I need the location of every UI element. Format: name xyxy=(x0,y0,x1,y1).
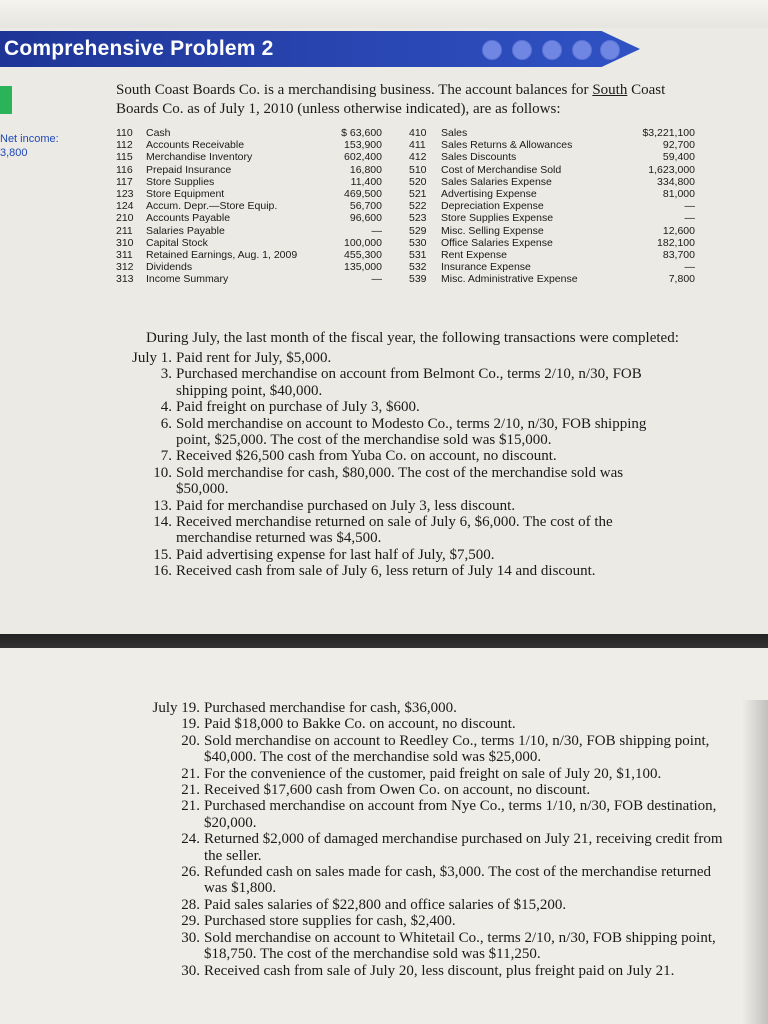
account-name: Prepaid Insurance xyxy=(146,163,232,176)
account-balance: 92,700 xyxy=(662,139,695,152)
account-number: 115 xyxy=(116,151,133,164)
transaction-date: 24. xyxy=(181,831,200,848)
accounts-table-left xyxy=(116,127,382,286)
transaction-date: 7. xyxy=(160,448,172,465)
account-number: 117 xyxy=(116,175,133,188)
margin-note-label: Net income: xyxy=(0,133,59,145)
account-name: Office Salaries Expense xyxy=(441,236,553,249)
account-balance: 334,800 xyxy=(657,175,695,188)
account-row xyxy=(116,212,382,224)
account-name: Dividends xyxy=(146,261,193,274)
transaction-text: Purchased merchandise on account from Nye Co., terms 1/10, n/30, FOB destination, $20,000. xyxy=(204,798,717,831)
account-row xyxy=(409,261,695,273)
transaction-date: 29. xyxy=(181,913,200,930)
account-row xyxy=(116,188,382,200)
account-row xyxy=(409,273,695,285)
transaction-date: 15. xyxy=(153,546,172,563)
transaction-item xyxy=(146,733,736,766)
transaction-text: Sold merchandise for cash, $80,000. The cost of the merchandise sold was $50,000. xyxy=(176,464,624,498)
account-number: 522 xyxy=(409,200,427,213)
account-number: 510 xyxy=(409,163,427,176)
transaction-text: For the convenience of the customer, paid freight on sale of July 20, $1,100. xyxy=(204,765,662,782)
account-balance: 100,000 xyxy=(344,236,382,249)
account-row xyxy=(116,127,382,139)
account-row xyxy=(116,237,382,249)
transaction-date: 28. xyxy=(181,896,200,913)
intro-text-b: Coast Boards Co. as of July 1, 2010 (unless otherwise indicated), are as follows: xyxy=(116,82,666,117)
account-balance: 153,900 xyxy=(344,139,382,152)
account-row xyxy=(409,127,695,139)
account-name: Merchandise Inventory xyxy=(146,151,253,164)
account-name: Misc. Administrative Expense xyxy=(441,273,578,286)
transaction-item xyxy=(118,498,678,514)
account-name: Retained Earnings, Aug. 1, 2009 xyxy=(146,249,298,262)
transaction-text: Refunded cash on sales made for cash, $3,000. The cost of the merchandise returned was $1,800. xyxy=(204,864,712,897)
transaction-item xyxy=(118,416,678,449)
banner-dot-icon xyxy=(512,40,532,60)
account-row xyxy=(409,200,695,212)
account-name: Depreciation Expense xyxy=(441,200,544,213)
account-name: Insurance Expense xyxy=(441,261,531,274)
transaction-date: 20. xyxy=(181,732,200,749)
banner-dot-icon xyxy=(542,40,562,60)
account-row xyxy=(116,200,382,212)
account-row xyxy=(116,225,382,237)
account-name: Cash xyxy=(146,127,171,139)
transaction-text: Received merchandise returned on sale of July 6, $6,000. The cost of the merchandise returned was $4,500. xyxy=(176,514,613,547)
account-balance: 1,623,000 xyxy=(648,163,695,176)
account-row xyxy=(116,164,382,176)
account-balance: 135,000 xyxy=(344,261,382,274)
account-row xyxy=(409,164,695,176)
account-row xyxy=(116,261,382,273)
transactions-list-bottom xyxy=(146,700,736,979)
transaction-text: Paid $18,000 to Bakke Co. on account, no discount. xyxy=(204,716,516,733)
account-number: 123 xyxy=(116,188,134,201)
account-balance: 16,800 xyxy=(349,163,382,176)
account-balance: $3,221,100 xyxy=(642,127,695,139)
account-name: Cost of Merchandise Sold xyxy=(441,163,562,176)
account-row xyxy=(409,151,695,163)
transaction-item xyxy=(146,897,736,913)
transaction-item xyxy=(146,930,736,963)
account-number: 521 xyxy=(409,188,427,201)
transaction-date: 14. xyxy=(153,514,172,531)
margin-tab xyxy=(0,86,12,114)
account-row xyxy=(116,151,382,163)
account-number: 124 xyxy=(116,200,134,213)
account-row xyxy=(116,139,382,151)
account-row xyxy=(409,225,695,237)
account-row xyxy=(409,176,695,188)
account-name: Accounts Receivable xyxy=(146,139,245,152)
banner-dot-icon xyxy=(572,40,592,60)
account-name: Store Supplies Expense xyxy=(441,212,554,225)
account-balance: 59,400 xyxy=(662,151,695,164)
account-balance: — xyxy=(684,200,695,213)
transaction-item xyxy=(146,963,736,979)
account-number: 529 xyxy=(409,224,427,237)
transaction-date: 21. xyxy=(181,765,200,782)
account-name: Income Summary xyxy=(146,273,229,286)
account-row xyxy=(409,139,695,151)
account-number: 523 xyxy=(409,212,427,225)
account-row xyxy=(409,249,695,261)
account-balance: — xyxy=(684,212,695,225)
account-balance: — xyxy=(371,224,382,237)
intro-text-a: South Coast Boards Co. is a merchandising business. The account balances for xyxy=(116,82,593,98)
transaction-item xyxy=(118,366,678,399)
transactions-lead: During July, the last month of the fiscal year, the following transactions were completed: xyxy=(146,330,679,346)
account-name: Sales xyxy=(441,127,468,139)
account-balance: 7,800 xyxy=(668,273,695,286)
transaction-item xyxy=(118,563,678,579)
account-row xyxy=(116,176,382,188)
margin-note-value: 3,800 xyxy=(0,147,28,159)
transaction-date: 30. xyxy=(181,962,200,979)
account-name: Rent Expense xyxy=(441,249,507,262)
transaction-text: Received $26,500 cash from Yuba Co. on account, no discount. xyxy=(176,448,557,465)
account-name: Sales Returns & Allowances xyxy=(441,139,573,152)
account-number: 116 xyxy=(116,163,133,176)
account-row xyxy=(116,249,382,261)
transaction-item xyxy=(146,782,736,798)
transaction-date: 21. xyxy=(181,782,200,799)
transaction-item xyxy=(146,716,736,732)
account-number: 110 xyxy=(116,127,133,139)
transaction-item xyxy=(118,465,678,498)
problem-intro xyxy=(116,81,686,119)
account-number: 310 xyxy=(116,236,134,249)
account-number: 211 xyxy=(116,224,133,237)
account-balance: 12,600 xyxy=(662,224,695,237)
transaction-text: Paid advertising expense for last half of July, $7,500. xyxy=(176,546,495,563)
transaction-date: 19. xyxy=(181,716,200,733)
account-name: Misc. Selling Expense xyxy=(441,224,544,237)
transaction-date: 16. xyxy=(153,563,172,580)
account-name: Sales Salaries Expense xyxy=(441,175,552,188)
transaction-text: Paid sales salaries of $22,800 and office salaries of $15,200. xyxy=(204,896,567,913)
account-name: Accum. Depr.—Store Equip. xyxy=(146,200,278,213)
transaction-item xyxy=(146,766,736,782)
transaction-item xyxy=(118,350,678,366)
transaction-text: Purchased merchandise on account from Belmont Co., terms 2/10, n/30, FOB shipping point, $40,000. xyxy=(176,366,642,399)
account-number: 112 xyxy=(116,139,133,152)
transaction-date: 3. xyxy=(160,366,172,383)
account-name: Capital Stock xyxy=(146,236,208,249)
account-number: 311 xyxy=(116,249,133,262)
account-balance: 182,100 xyxy=(657,236,695,249)
transaction-text: Sold merchandise on account to Modesto Co., terms 2/10, n/30, FOB shipping point, $25,000. The cost of the merchandise sold was $15,000. xyxy=(176,415,647,449)
transaction-date: 26. xyxy=(181,864,200,881)
account-balance: 96,600 xyxy=(349,212,382,225)
account-balance: $ 63,600 xyxy=(341,127,382,139)
transaction-text: Purchased merchandise for cash, $36,000. xyxy=(204,700,457,716)
transaction-date: 6. xyxy=(160,415,172,432)
transaction-item xyxy=(146,798,736,831)
previous-page-strip xyxy=(0,0,768,28)
account-number: 532 xyxy=(409,261,427,274)
transaction-text: Paid for merchandise purchased on July 3, less discount. xyxy=(176,497,516,514)
account-balance: 56,700 xyxy=(349,200,382,213)
transaction-date: July 1. xyxy=(131,350,172,366)
transaction-text: Purchased store supplies for cash, $2,400. xyxy=(204,913,456,930)
account-number: 531 xyxy=(409,249,427,262)
account-balance: 455,300 xyxy=(344,249,382,262)
account-name: Store Equipment xyxy=(146,188,225,201)
account-balance: 469,500 xyxy=(344,188,382,201)
account-number: 539 xyxy=(409,273,427,286)
account-number: 530 xyxy=(409,236,427,249)
transaction-text: Received cash from sale of July 20, less discount, plus freight paid on July 21. xyxy=(204,962,675,979)
transaction-item xyxy=(146,864,736,897)
account-balance: — xyxy=(371,273,382,286)
transaction-date: July 19. xyxy=(152,700,200,716)
transaction-item xyxy=(118,448,678,464)
account-number: 411 xyxy=(409,139,426,152)
account-number: 312 xyxy=(116,261,134,274)
transaction-item xyxy=(118,514,678,547)
page-edge-shadow xyxy=(742,700,768,1024)
transaction-date: 30. xyxy=(181,929,200,946)
page-gap xyxy=(0,634,768,648)
transaction-text: Returned $2,000 of damaged merchandise purchased on July 21, receiving credit from the seller. xyxy=(204,831,723,864)
transaction-date: 10. xyxy=(153,464,172,481)
transaction-text: Paid freight on purchase of July 3, $600. xyxy=(176,399,420,416)
banner-dot-icon xyxy=(482,40,502,60)
account-balance: 81,000 xyxy=(662,188,695,201)
transaction-text: Received cash from sale of July 6, less return of July 14 and discount. xyxy=(176,563,596,580)
account-name: Salaries Payable xyxy=(146,224,225,237)
transaction-date: 4. xyxy=(160,399,172,416)
transaction-text: Sold merchandise on account to Whitetail Co., terms 2/10, n/30, FOB shipping point, $18,750. The cost of the merchandise sold was $11,250. xyxy=(204,929,716,963)
transaction-text: Paid rent for July, $5,000. xyxy=(176,350,332,366)
transaction-text: Received $17,600 cash from Owen Co. on account, no discount. xyxy=(204,782,591,799)
account-name: Accounts Payable xyxy=(146,212,231,225)
transaction-date: 21. xyxy=(181,798,200,815)
account-row xyxy=(409,188,695,200)
margin-note xyxy=(0,132,59,160)
transaction-item xyxy=(146,913,736,929)
account-number: 412 xyxy=(409,151,427,164)
account-row xyxy=(409,212,695,224)
account-row xyxy=(409,237,695,249)
transaction-item xyxy=(146,831,736,864)
account-number: 313 xyxy=(116,273,134,286)
account-name: Advertising Expense xyxy=(441,188,537,201)
transaction-item xyxy=(146,700,736,716)
section-title: Comprehensive Problem 2 xyxy=(4,37,274,60)
transaction-text: Sold merchandise on account to Reedley Co., terms 1/10, n/30, FOB shipping point, $40,000. The cost of the merchandise sold was $25,000. xyxy=(204,732,710,766)
transaction-date: 13. xyxy=(153,497,172,514)
account-balance: 602,400 xyxy=(344,151,382,164)
account-balance: — xyxy=(684,261,695,274)
account-number: 520 xyxy=(409,175,427,188)
banner-dot-icon xyxy=(600,40,620,60)
account-name: Store Supplies xyxy=(146,175,215,188)
transaction-item xyxy=(118,547,678,563)
account-row xyxy=(116,273,382,285)
transaction-item xyxy=(118,399,678,415)
accounts-table-right xyxy=(409,127,695,286)
account-name: Sales Discounts xyxy=(441,151,517,164)
account-number: 410 xyxy=(409,127,427,139)
account-balance: 83,700 xyxy=(662,249,695,262)
transactions-list-top xyxy=(118,350,678,580)
account-balance: 11,400 xyxy=(350,175,382,188)
account-number: 210 xyxy=(116,212,134,225)
intro-underlined: South xyxy=(592,82,628,98)
